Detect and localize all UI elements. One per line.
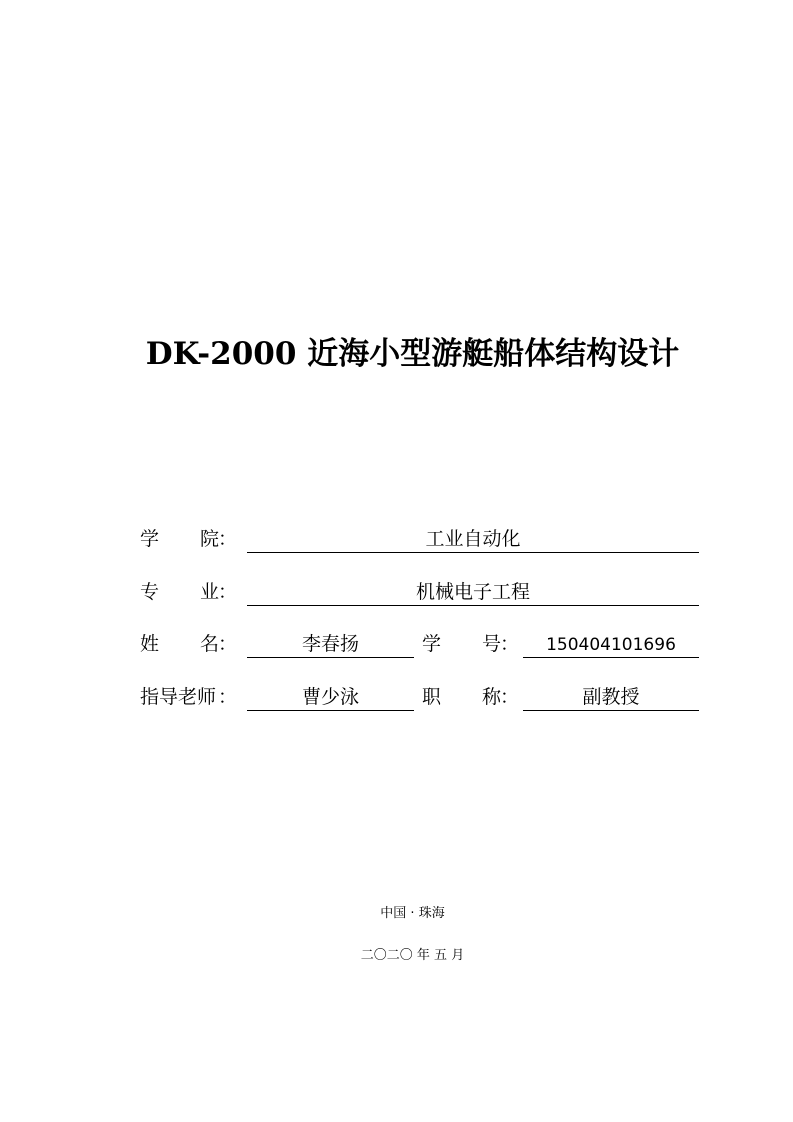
major-row <box>0 579 793 609</box>
title-rank-label-1: 职 <box>422 686 442 708</box>
title-rank-label-2: 称 <box>482 686 502 708</box>
name-label-1: 姓 <box>140 633 160 655</box>
major-colon: ： <box>218 581 238 603</box>
college-colon: ： <box>218 528 238 550</box>
college-row <box>0 526 793 556</box>
name-colon: ： <box>218 633 238 655</box>
name-label-2: 名 <box>200 633 220 655</box>
footer-date: 二〇二〇 年 五 月 <box>360 948 465 963</box>
college-label-2: 院 <box>200 528 220 550</box>
major-label-2: 业 <box>200 581 220 603</box>
thesis-title: DK-2000 近海小型游艇船体结构设计 <box>145 336 680 372</box>
title-rank-colon: ： <box>500 686 520 708</box>
major-label-1: 专 <box>140 581 160 603</box>
student-id-value: 150404101696 <box>523 631 699 658</box>
student-id-label-2: 号 <box>482 633 502 655</box>
major-value: 机械电子工程 <box>247 579 699 606</box>
advisor-value: 曹少泳 <box>247 684 414 711</box>
advisor-colon: ： <box>218 686 238 708</box>
student-id-label-1: 学 <box>422 633 442 655</box>
name-value: 李春扬 <box>247 631 414 658</box>
college-value: 工业自动化 <box>247 526 699 553</box>
advisor-label: 指导老师 <box>140 686 217 708</box>
advisor-row <box>0 684 793 714</box>
name-row <box>0 631 793 661</box>
title-rank-value: 副教授 <box>523 684 699 711</box>
college-label-1: 学 <box>140 528 160 550</box>
footer-location: 中国 · 珠海 <box>380 906 445 921</box>
student-id-colon: ： <box>500 633 520 655</box>
